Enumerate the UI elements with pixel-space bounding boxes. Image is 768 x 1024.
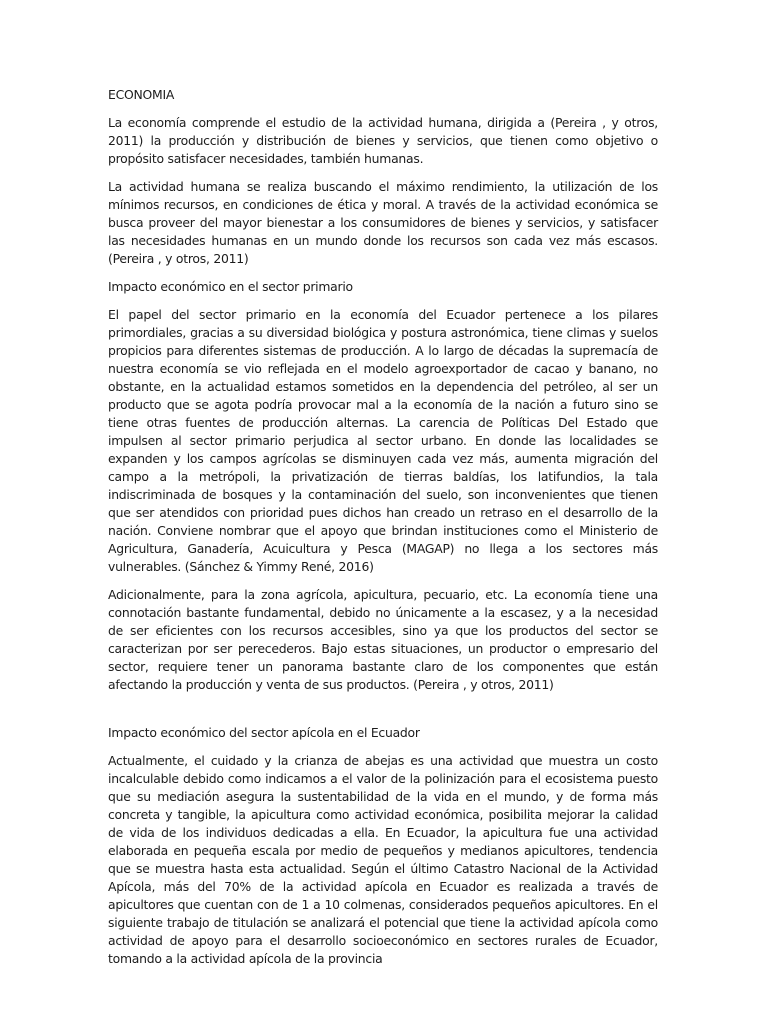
document-page [108,86,658,978]
paragraph-sector-apicola: Actualmente, el cuidado y la crianza de abejas es una actividad que muestra un costo incalculable debido como indicamos a el valor de la polinización para el ecosistema puesto que su mediación asegura la sustentabilidad de la vida en el mundo, y de forma más concreta y tangible, la apicultura como actividad económica, posibilita mejorar la calidad de vida de los individuos dedicadas a ella. En Ecuador, la apicultura fue una actividad elaborada en pequeña escala por medio de pequeños y medianos apicultores, tendencia que se muestra hasta esta actualidad. Según el último Catastro Nacional de la Actividad Apícola, más del 70% de la actividad apícola en Ecuador es realizada a través de apicultores que cuentan con de 1 a 10 colmenas, considerados pequeños apicultores. En el siguiente trabajo de titulación se analizará el potencial que tiene la actividad apícola como actividad de apoyo para el desarrollo socioeconómico en sectores rurales de Ecuador, tomando a la actividad apícola de la provincia [108,753,658,966]
heading-economia: ECONOMIA [108,87,175,102]
heading-sector-apicola: Impacto económico del sector apícola en el Ecuador [108,725,420,740]
paragraph-sector-primario: El papel del sector primario en la economía del Ecuador pertenece a los pilares primordiales, gracias a su diversidad biológica y postura astronómica, tiene climas y suelos propicios para diferentes sistemas de producción. A lo largo de décadas la supremacía de nuestra economía se vio reflejada en el modelo agroexportador de cacao y banano, no obstante, en la actualidad estamos sometidos en la dependencia del petróleo, al ser un producto que se agota podría provocar mal a la economía de la nación a futuro sino se tiene otras fuentes de producción alternas. La carencia de Políticas Del Estado que impulsen al sector primario perjudica al sector urbano. En donde las localidades se expanden y los campos agrícolas se disminuyen cada vez más, aumenta migración del campo a la metrópoli, la privatización de tierras baldías, los latifundios, la tala indiscriminada de bosques y la contaminación del suelo, son inconvenientes que tienen que ser atendidos con prioridad pues dichos han creado un retraso en el desarrollo de la nación. Conviene nombrar que el apoyo que brindan instituciones como el Ministerio de Agricultura, Ganadería, Acuicultura y Pesca (MAGAP) no llega a los sectores más vulnerables. (Sánchez & Yimmy René, 2016) [108,307,658,574]
section-spacer [108,704,658,724]
paragraph-zona-agricola: Adicionalmente, para la zona agrícola, apicultura, pecuario, etc. La economía tiene una connotación bastante fundamental, debido no únicamente a la escasez, y a la necesidad de ser eficientes con los recursos accesibles, sino ya que los productos del sector se caracterizan por ser perecederos. Bajo estas situaciones, un productor o empresario del sector, requiere tener un panorama bastante claro de los componentes que están afectando la producción y venta de sus productos. (Pereira , y otros, 2011) [108,587,658,692]
heading-sector-primario: Impacto económico en el sector primario [108,279,353,294]
paragraph-economia-definicion: La economía comprende el estudio de la actividad humana, dirigida a (Pereira , y otros, 2011) la producción y distribución de bienes y servicios, que tienen como objetivo o propósito satisfacer necesidades, también humanas. [108,115,658,166]
paragraph-actividad-humana: La actividad humana se realiza buscando el máximo rendimiento, la utilización de los mínimos recursos, en condiciones de ética y moral. A través de la actividad económica se busca proveer del mayor bienestar a los consumidores de bienes y servicios, y satisfacer las necesidades humanas en un mundo donde los recursos son cada vez más escasos. (Pereira , y otros, 2011) [108,179,658,266]
